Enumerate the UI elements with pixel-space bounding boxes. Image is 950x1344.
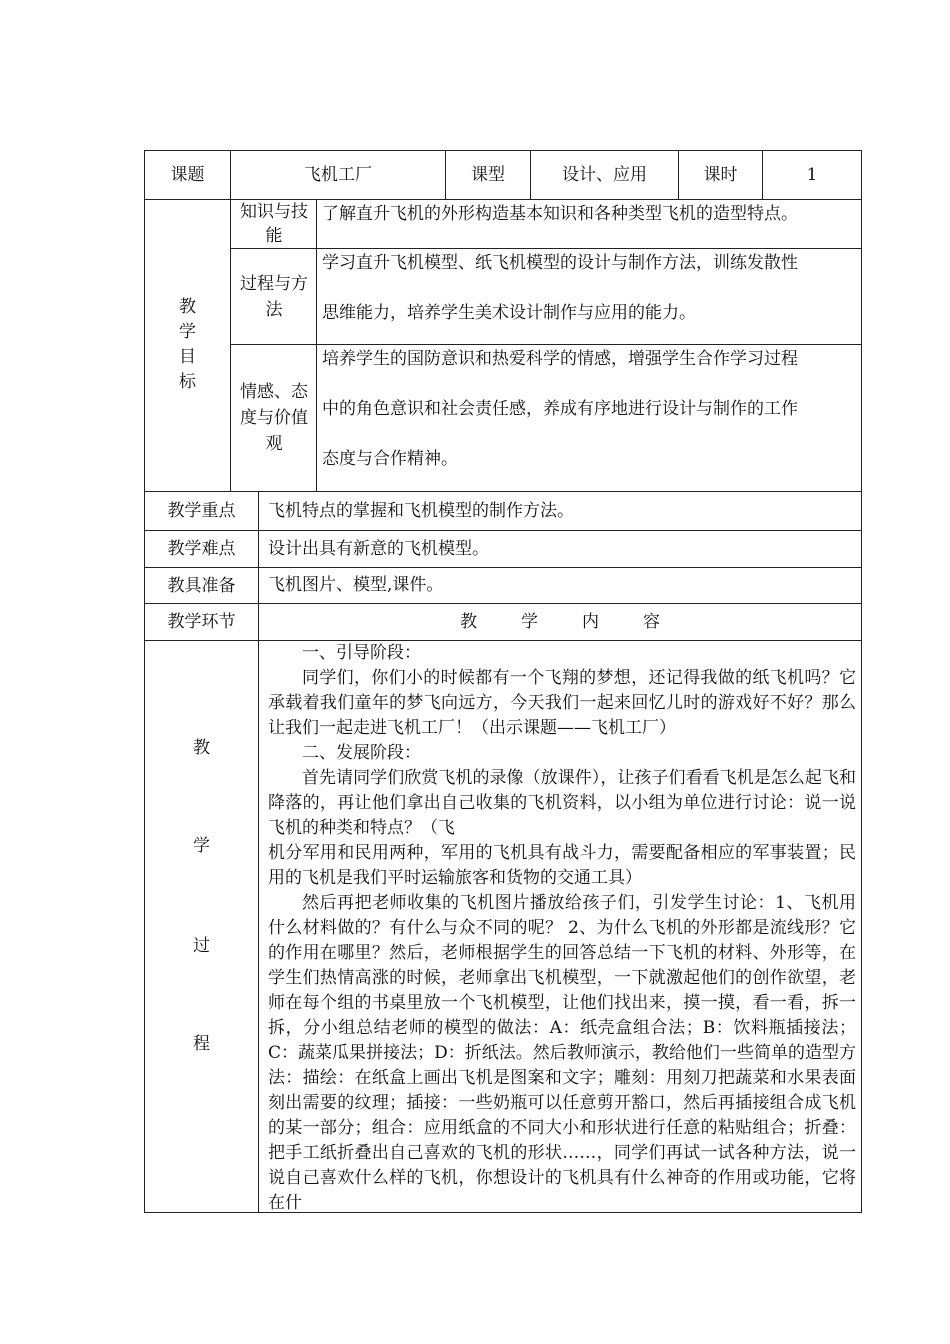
table-border-right (861, 150, 862, 1212)
difficulty-label: 教学难点 (167, 539, 236, 559)
emotion-text-line1: 培养学生的国防意识和热爱科学的情感，增强学生合作学习过程 (322, 349, 798, 369)
process-label: 过程与方法 (240, 273, 308, 320)
knowledge-text: 了解直升飞机的外形构造基本知识和各种类型飞机的造型特点。 (322, 204, 798, 224)
row-divider (230, 344, 862, 345)
goals-label-char: 目 (179, 347, 196, 367)
hours-label: 课时 (703, 165, 738, 185)
process-label-char: 程 (193, 1034, 210, 1054)
content-heading-char: 内 (582, 612, 599, 632)
emotion-text-line3: 态度与合作精神。 (322, 449, 458, 469)
goals-label-char: 标 (179, 372, 196, 392)
tools-text: 飞机图片、模型,课件。 (268, 575, 444, 595)
emotion-text-line2: 中的角色意识和社会责任感，养成有序地进行设计与制作的工作 (322, 399, 798, 419)
col-divider (230, 199, 231, 491)
content-heading-char: 教 (460, 612, 477, 632)
process-label-char: 过 (193, 936, 210, 956)
content-heading (259, 604, 861, 640)
goals-label (145, 290, 230, 400)
stage2-para2: 然后再把老师收集的飞机图片播放给孩子们，引发学生讨论：1、飞机用什么材料做的？有什么与众不同的呢？ 2、为什么飞机的外形都是流线形？它的作用在哪里？然后，老师根据学生的回答总结一下飞机的材料、外形等，在学生们热情高涨的时候，老师拿出飞机模型，一下就激起他们的创作欲望，老师在每个组的书桌里放一个飞机模型，让他们找出来，摸一摸，看一看，拆一拆，分小组总结老师的模型的做法：A：纸壳盒组合法；B：饮料瓶插接法；C：蔬菜瓜果拼接法；D：折纸法。然后教师演示，教给他们一些简单的造型方法：描绘：在纸盒上画出飞机是图案和文字；雕刻：用刻刀把蔬菜和水果表面刻出需要的纹理；插接：一些奶瓶可以任意剪开豁口，然后再插接组合成飞机的某一部分；组合：应用纸盒的不同大小和形状进行任意的粘贴组合；折叠：把手工纸折叠出自己喜欢的飞机的形状……，同学们再试一试各种方法，说一说自己喜欢什么样的飞机，你想设计的飞机具有什么神奇的作用或功能，它将在什 (268, 893, 856, 1211)
emotion-label: 情感、态度与价值观 (240, 382, 308, 454)
col-divider (258, 491, 259, 1212)
type-label: 课型 (471, 165, 505, 185)
key-point-label: 教学重点 (167, 501, 236, 521)
knowledge-label: 知识与技能 (240, 202, 308, 246)
stage1-text: 同学们，你们小的时候都有一个飞翔的梦想，还记得我做的纸飞机吗？它承载着我们童年的梦飞向远方，今天我们一起来回忆儿时的游戏好不好？那么让我们一起走进飞机工厂！（出示课题——飞机工厂） (268, 668, 856, 738)
process-label-char: 学 (193, 836, 210, 856)
goals-label-char: 教 (179, 297, 196, 317)
stage2-para1b: 机分军用和民用两种，军用的飞机具有战斗力，需要配备相应的军事装置；民用的飞机是我们平时运输旅客和货物的交通工具） (268, 843, 856, 888)
process-content (268, 641, 856, 1211)
stage2-title: 二、发展阶段： (302, 743, 421, 763)
stage2-para1: 首先请同学们欣赏飞机的录像（放课件），让孩子们看看飞机是怎么起飞和降落的，再让他们拿出自己收集的飞机资料，以小组为单位进行讨论：说一说飞机的种类和特点？（飞 (268, 768, 856, 838)
tools-label: 教具准备 (167, 575, 236, 596)
stage-label: 教学环节 (167, 612, 236, 632)
hours-value: 1 (806, 165, 818, 185)
process-text-line1: 学习直升飞机模型、纸飞机模型的设计与制作方法，训练发散性 (322, 253, 798, 273)
row-divider (230, 248, 862, 249)
process-label-char: 教 (193, 738, 210, 758)
topic-label: 课题 (170, 165, 205, 185)
content-heading-char: 容 (643, 612, 660, 632)
goals-label-char: 学 (179, 322, 196, 342)
col-divider (316, 199, 317, 491)
table-border-bottom (144, 1212, 862, 1213)
content-heading-char: 学 (521, 612, 538, 632)
key-point-text: 飞机特点的掌握和飞机模型的制作方法。 (268, 501, 574, 521)
topic-value: 飞机工厂 (304, 165, 372, 185)
difficulty-text: 设计出具有新意的飞机模型。 (268, 539, 489, 559)
stage1-title: 一、引导阶段： (302, 643, 421, 663)
type-value: 设计、应用 (562, 165, 647, 185)
process-text-line2: 思维能力，培养学生美术设计制作与应用的能力。 (322, 303, 696, 323)
